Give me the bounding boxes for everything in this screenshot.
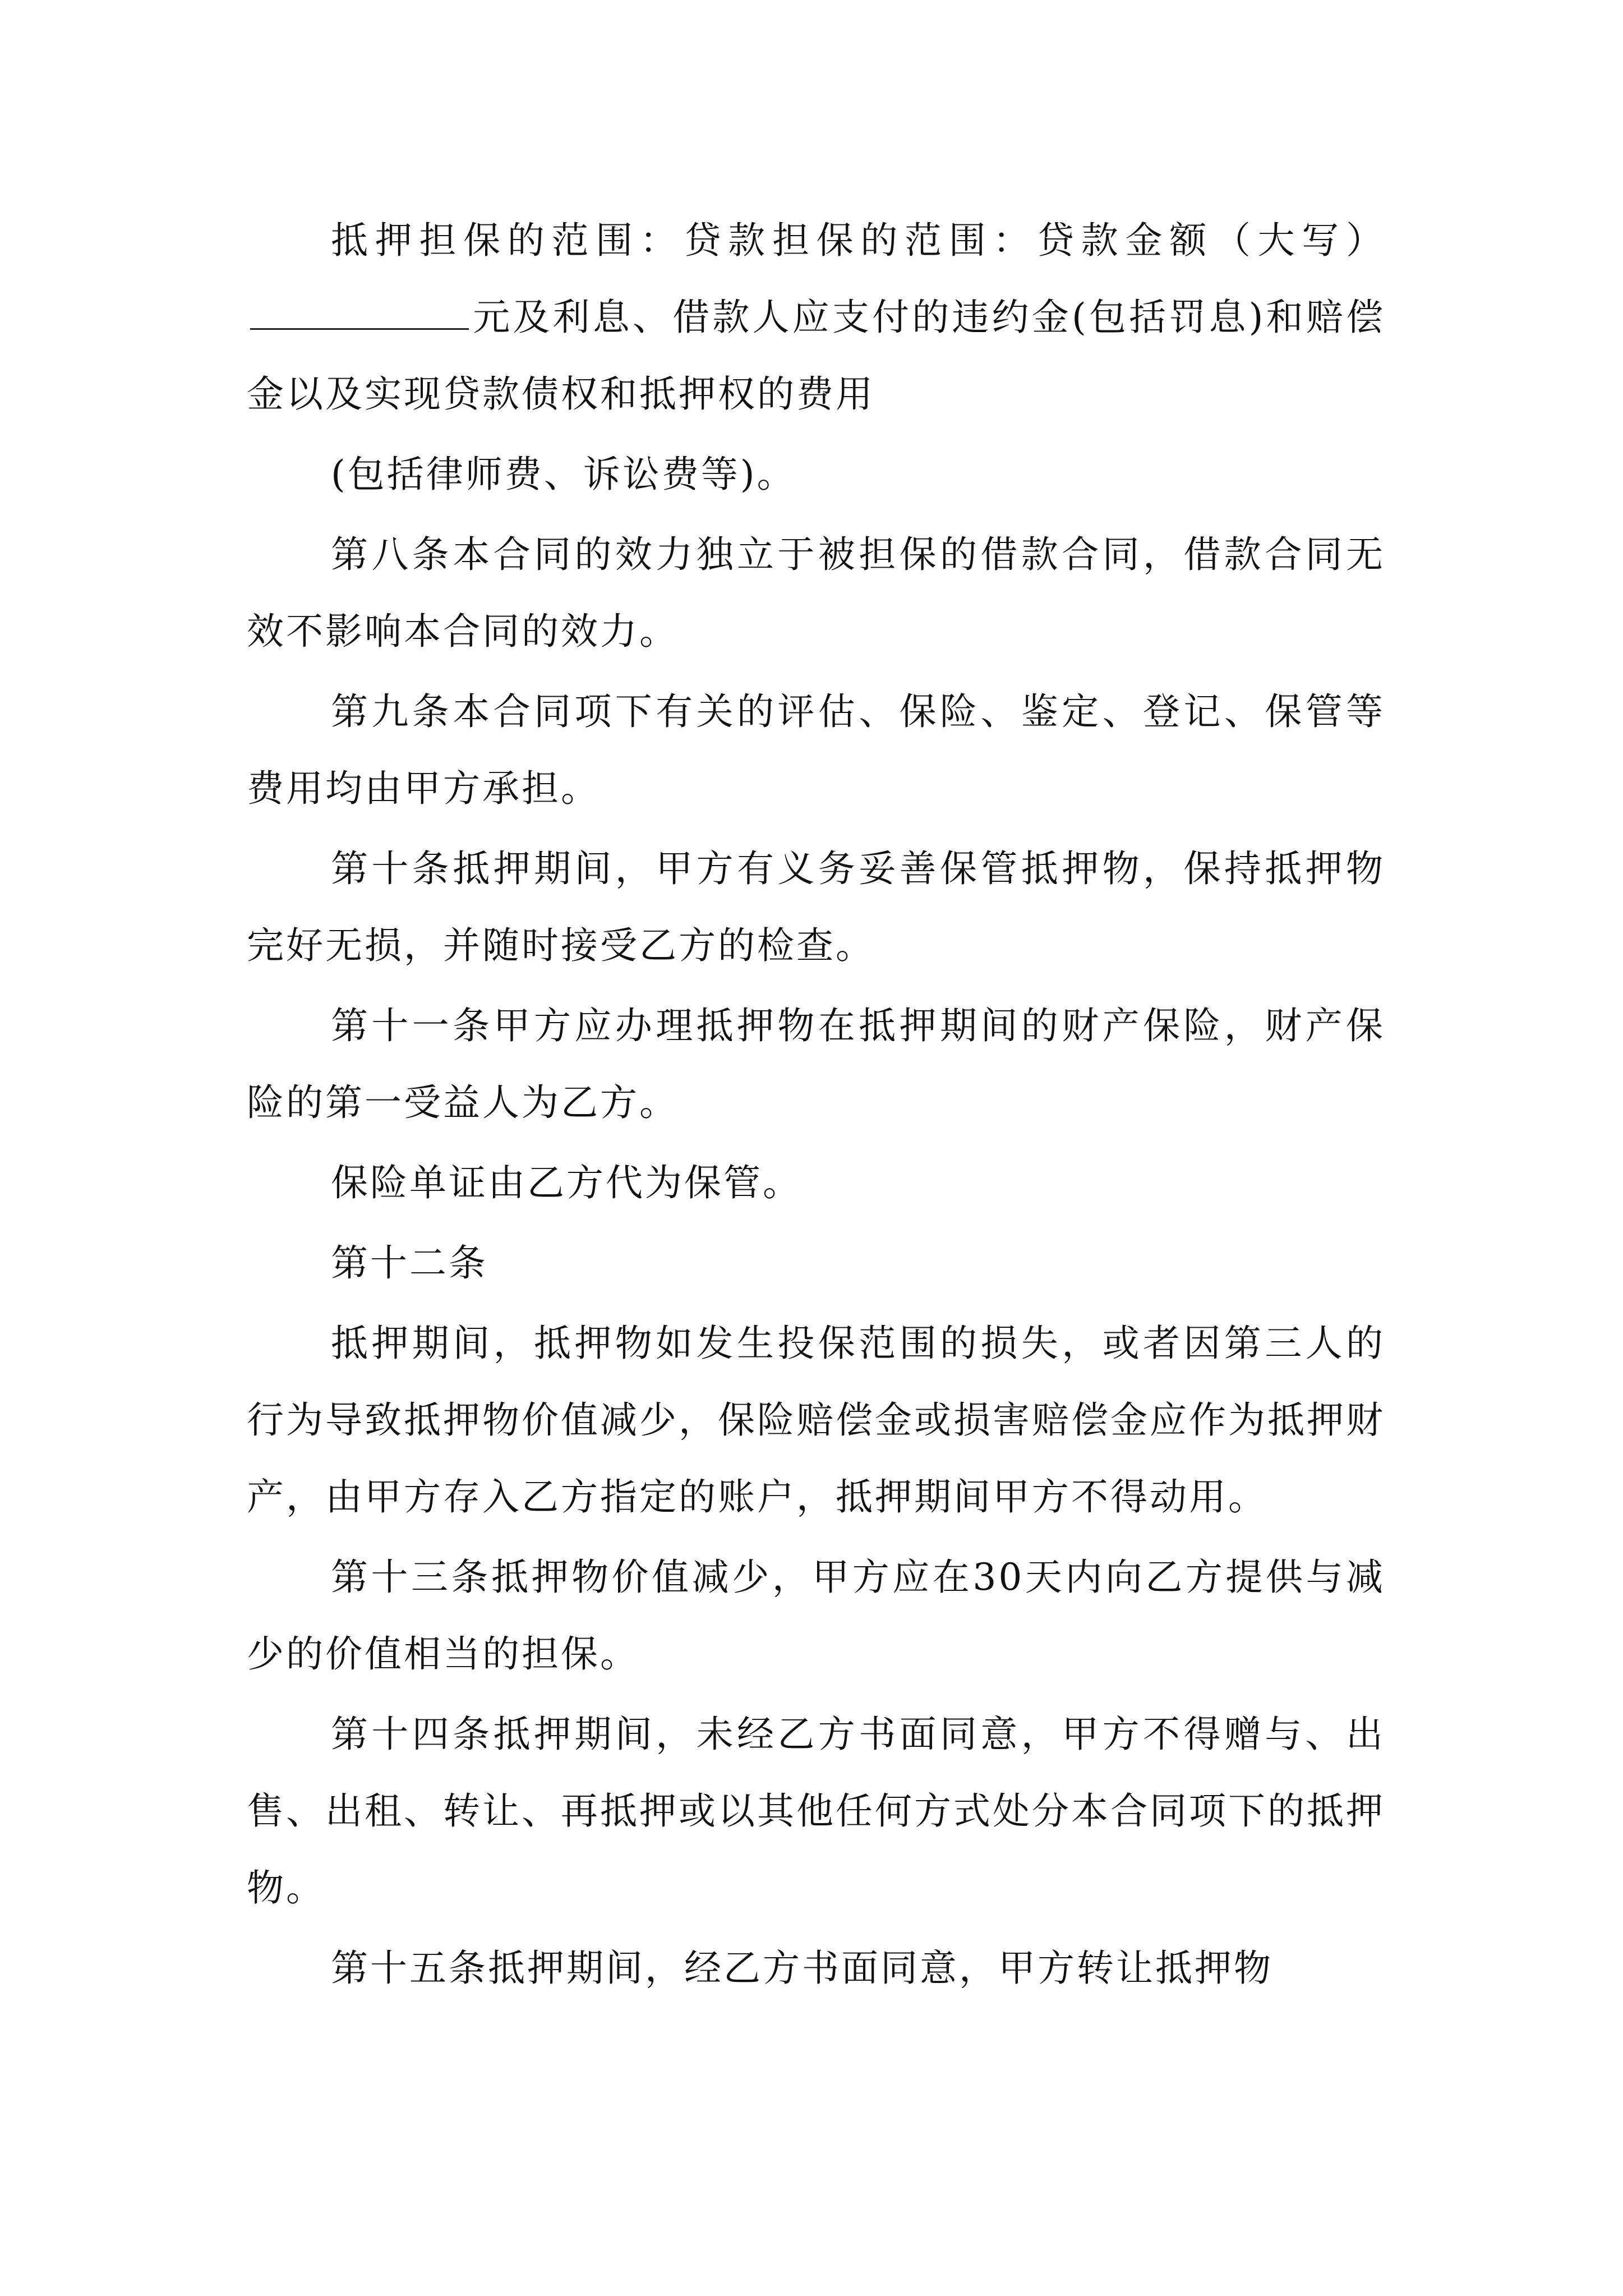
paragraph-article-13: 第十三条抵押物价值减少，甲方应在30天内向乙方提供与减少的价值相当的担保。 xyxy=(247,1556,1385,1676)
paragraph-article-11: 第十一条甲方应办理抵押物在抵押期间的财产保险，财产保险的第一受益人为乙方。 xyxy=(247,1004,1385,1124)
paragraph-article-12-heading: 第十二条 xyxy=(331,1241,488,1285)
guarantee-scope-text-b: 元及利息、借款人应支付的违约金(包括罚息)和赔偿金以及实现贷款债权和抵押权的费用 xyxy=(247,296,1385,416)
paragraph-article-15: 第十五条抵押期间，经乙方书面同意，甲方转让抵押物 xyxy=(331,1947,1273,1990)
amount-blank-field xyxy=(250,291,469,330)
paragraph-article-9: 第九条本合同项下有关的评估、保险、鉴定、登记、保管等费用均由甲方承担。 xyxy=(247,690,1385,810)
paragraph-article-10: 第十条抵押期间，甲方有义务妥善保管抵押物，保持抵押物完好无损，并随时接受乙方的检查。 xyxy=(247,847,1385,967)
paragraph-fees-note: (包括律师费、诉讼费等)。 xyxy=(331,453,796,496)
paragraph-article-8: 第八条本合同的效力独立于被担保的借款合同，借款合同无效不影响本合同的效力。 xyxy=(247,533,1385,653)
paragraph-article-12-body: 抵押期间，抵押物如发生投保范围的损失，或者因第三人的行为导致抵押物价值减少，保险赔偿金或损害赔偿金应作为抵押财产，由甲方存入乙方指定的账户，抵押期间甲方不得动用。 xyxy=(247,1322,1385,1519)
guarantee-scope-text-a: 抵押担保的范围：贷款担保的范围：贷款金额（大写） xyxy=(331,219,1385,262)
document-page xyxy=(247,202,1385,2010)
paragraph-article-14: 第十四条抵押期间，未经乙方书面同意，甲方不得赠与、出售、出租、转让、再抵押或以其他任何方式处分本合同项下的抵押物。 xyxy=(247,1713,1385,1910)
paragraph-guarantee-scope xyxy=(247,202,1385,432)
paragraph-insurance-custody: 保险单证由乙方代为保管。 xyxy=(331,1161,802,1204)
